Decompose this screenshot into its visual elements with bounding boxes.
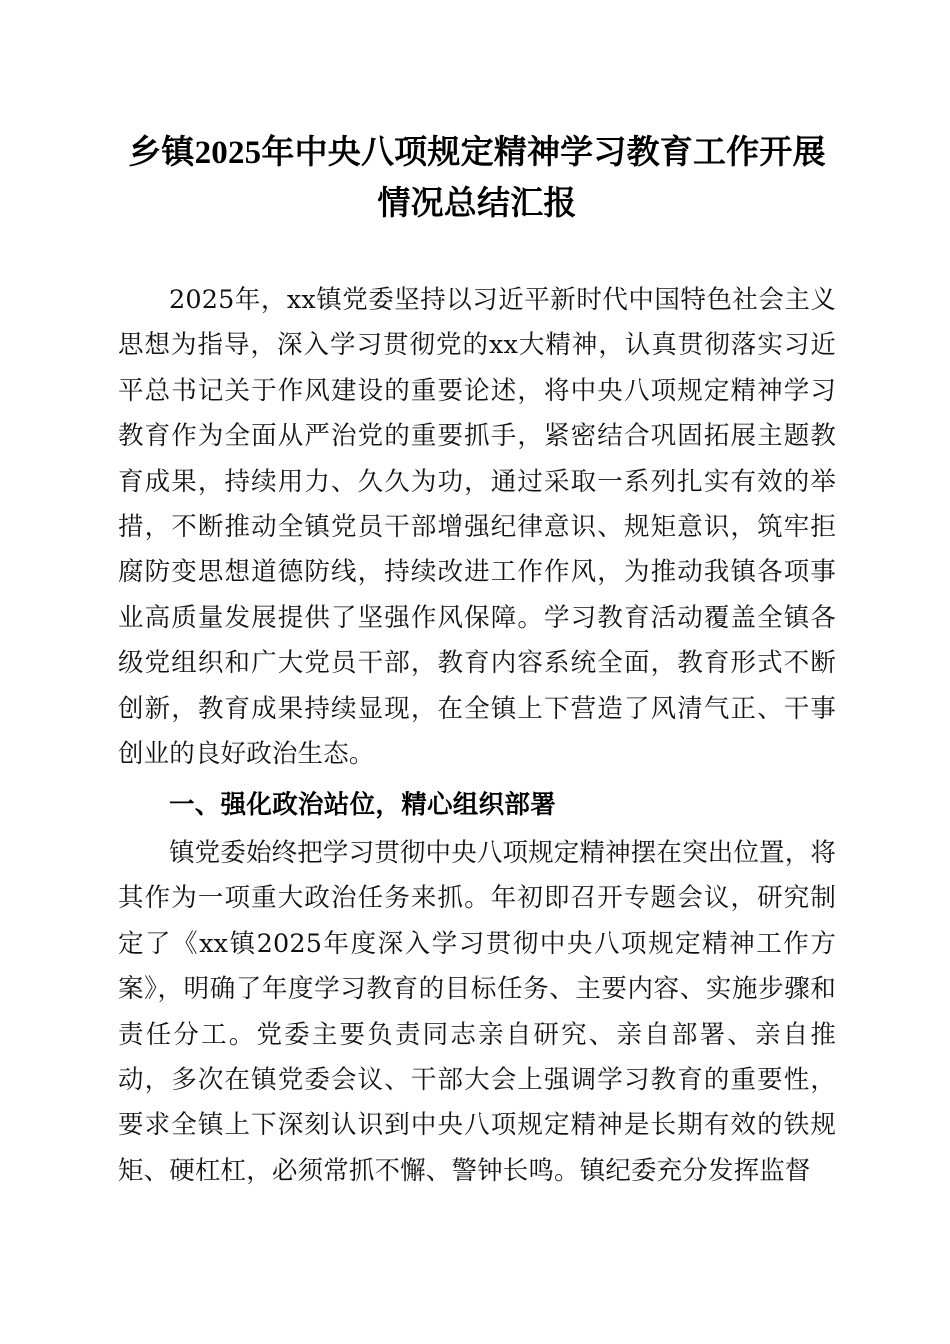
section-heading-1: 一、强化政治站位，精心组织部署 bbox=[169, 791, 557, 820]
page-title: 乡镇2025年中央八项规定精神学习教育工作开展情况总结汇报 bbox=[128, 135, 826, 222]
section-body-1: 镇党委始终把学习贯彻中央八项规定精神摆在突出位置，将其作为一项重大政治任务来抓。年初即召开专题会议，研究制定了《xx镇2025年度深入学习贯彻中央八项规定精神工作方案》，明确了年度学习教育的目标任务、主要内容、实施步骤和责任分工。党委主要负责同志亲自研究、亲自部署、亲自推动，多次在镇党委会议、干部大会上强调学习教育的重要性，要求全镇上下深刻认识到中央八项规定精神是长期有效的铁规矩、硬杠杠，必须常抓不懈、警钟长鸣。镇纪委充分发挥监督 bbox=[118, 837, 836, 1186]
intro-paragraph: 2025年，xx镇党委坚持以习近平新时代中国特色社会主义思想为指导，深入学习贯彻党的xx大精神，认真贯彻落实习近平总书记关于作风建设的重要论述，将中央八项规定精神学习教育作为全面从严治党的重要抓手，紧密结合巩固拓展主题教育成果，持续用力、久久为功，通过采取一系列扎实有效的举措，不断推动全镇党员干部增强纪律意识、规矩意识，筑牢拒腐防变思想道德防线，持续改进工作作风，为推动我镇各项事业高质量发展提供了坚强作风保障。学习教育活动覆盖全镇各级党组织和广大党员干部，教育内容系统全面，教育形式不断创新，教育成果持续显现，在全镇上下营造了风清气正、干事创业的良好政治生态。 bbox=[118, 285, 836, 770]
document-content bbox=[118, 0, 836, 1194]
